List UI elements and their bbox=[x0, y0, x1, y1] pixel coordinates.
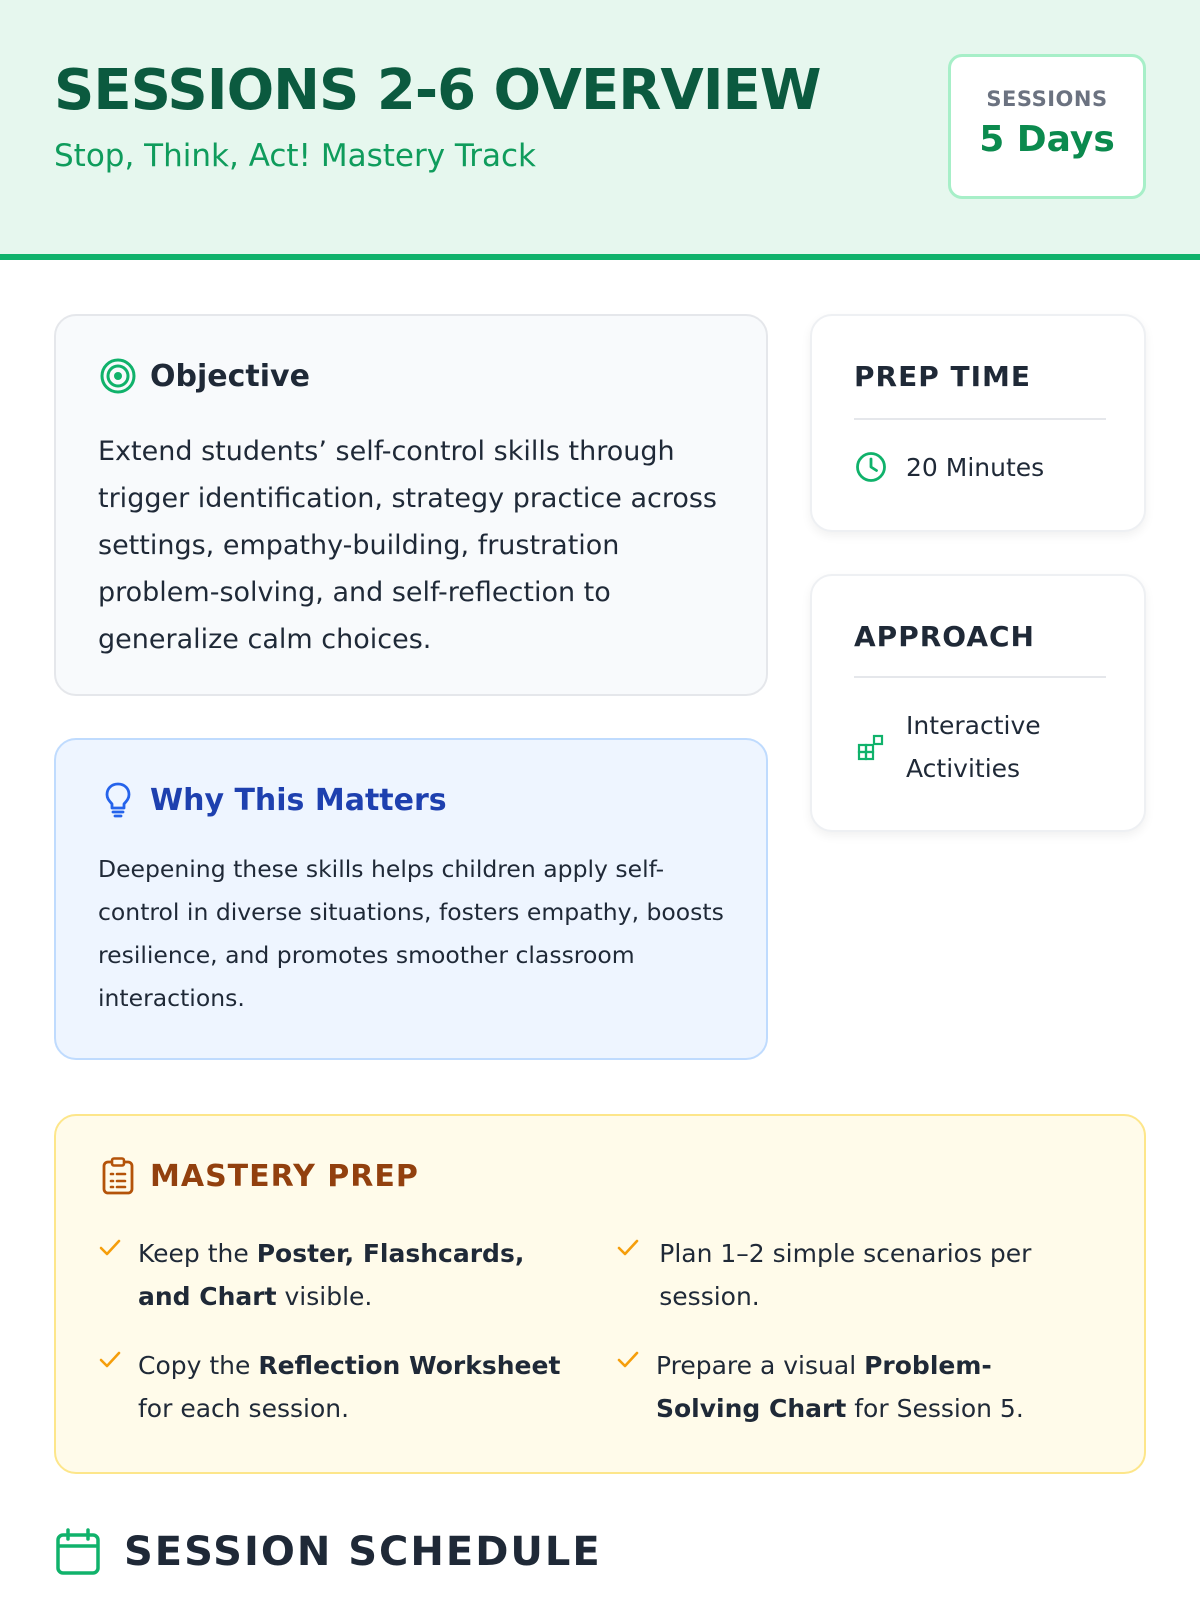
check-icon bbox=[98, 1238, 122, 1262]
approach-value: Interactive Activities bbox=[906, 711, 1041, 783]
approach-divider bbox=[854, 676, 1106, 678]
session-schedule-heading bbox=[54, 1526, 602, 1578]
mastery-prep-title: MASTERY PREP bbox=[150, 1158, 419, 1194]
sessions-badge-label: SESSIONS bbox=[986, 87, 1108, 111]
page-subtitle: Stop, Think, Act! Mastery Track bbox=[54, 138, 537, 174]
target-icon bbox=[98, 356, 138, 396]
check-icon bbox=[616, 1238, 643, 1262]
objective-title: Objective bbox=[150, 358, 310, 394]
calendar-icon bbox=[54, 1526, 106, 1578]
mastery-prep-item: Plan 1–2 simple scenarios per session. bbox=[616, 1232, 1096, 1318]
objective-text: Extend students’ self-control skills through trigger identification, strategy practice across settings, empathy-building, frustration problem-solving, and self-reflection to generalize calm choices. bbox=[98, 436, 717, 655]
prep-time-card bbox=[810, 314, 1146, 532]
why-title: Why This Matters bbox=[150, 782, 447, 818]
lightbulb-icon bbox=[98, 780, 138, 820]
sessions-badge-value: 5 Days bbox=[979, 119, 1115, 160]
why-this-matters-card bbox=[54, 738, 768, 1060]
sessions-badge bbox=[948, 54, 1146, 199]
prep-time-title: PREP TIME bbox=[854, 360, 1031, 393]
page-title: SESSIONS 2-6 OVERVIEW bbox=[54, 58, 821, 123]
clock-icon bbox=[854, 450, 888, 484]
approach-title: APPROACH bbox=[854, 620, 1035, 653]
page-header bbox=[0, 0, 1200, 260]
mastery-prep-item: Keep the Poster, Flashcards, and Chart visible. bbox=[98, 1232, 578, 1318]
objective-card bbox=[54, 314, 768, 696]
mastery-prep-item: Prepare a visual Problem-Solving Chart for Session 5. bbox=[616, 1344, 1096, 1430]
approach-card bbox=[810, 574, 1146, 832]
mastery-prep-item: Copy the Reflection Worksheet for each session. bbox=[98, 1344, 578, 1430]
check-icon bbox=[98, 1350, 122, 1374]
prep-time-value: 20 Minutes bbox=[906, 452, 1045, 482]
check-icon bbox=[616, 1350, 640, 1374]
why-text: Deepening these skills helps children apply self-control in diverse situations, fosters empathy, boosts resilience, and promotes smoother classroom interactions. bbox=[98, 855, 724, 1012]
session-schedule-title: SESSION SCHEDULE bbox=[124, 1529, 602, 1575]
mastery-prep-card bbox=[54, 1114, 1146, 1474]
prep-time-divider bbox=[854, 418, 1106, 420]
clipboard-icon bbox=[98, 1156, 138, 1196]
blocks-icon bbox=[854, 730, 888, 764]
